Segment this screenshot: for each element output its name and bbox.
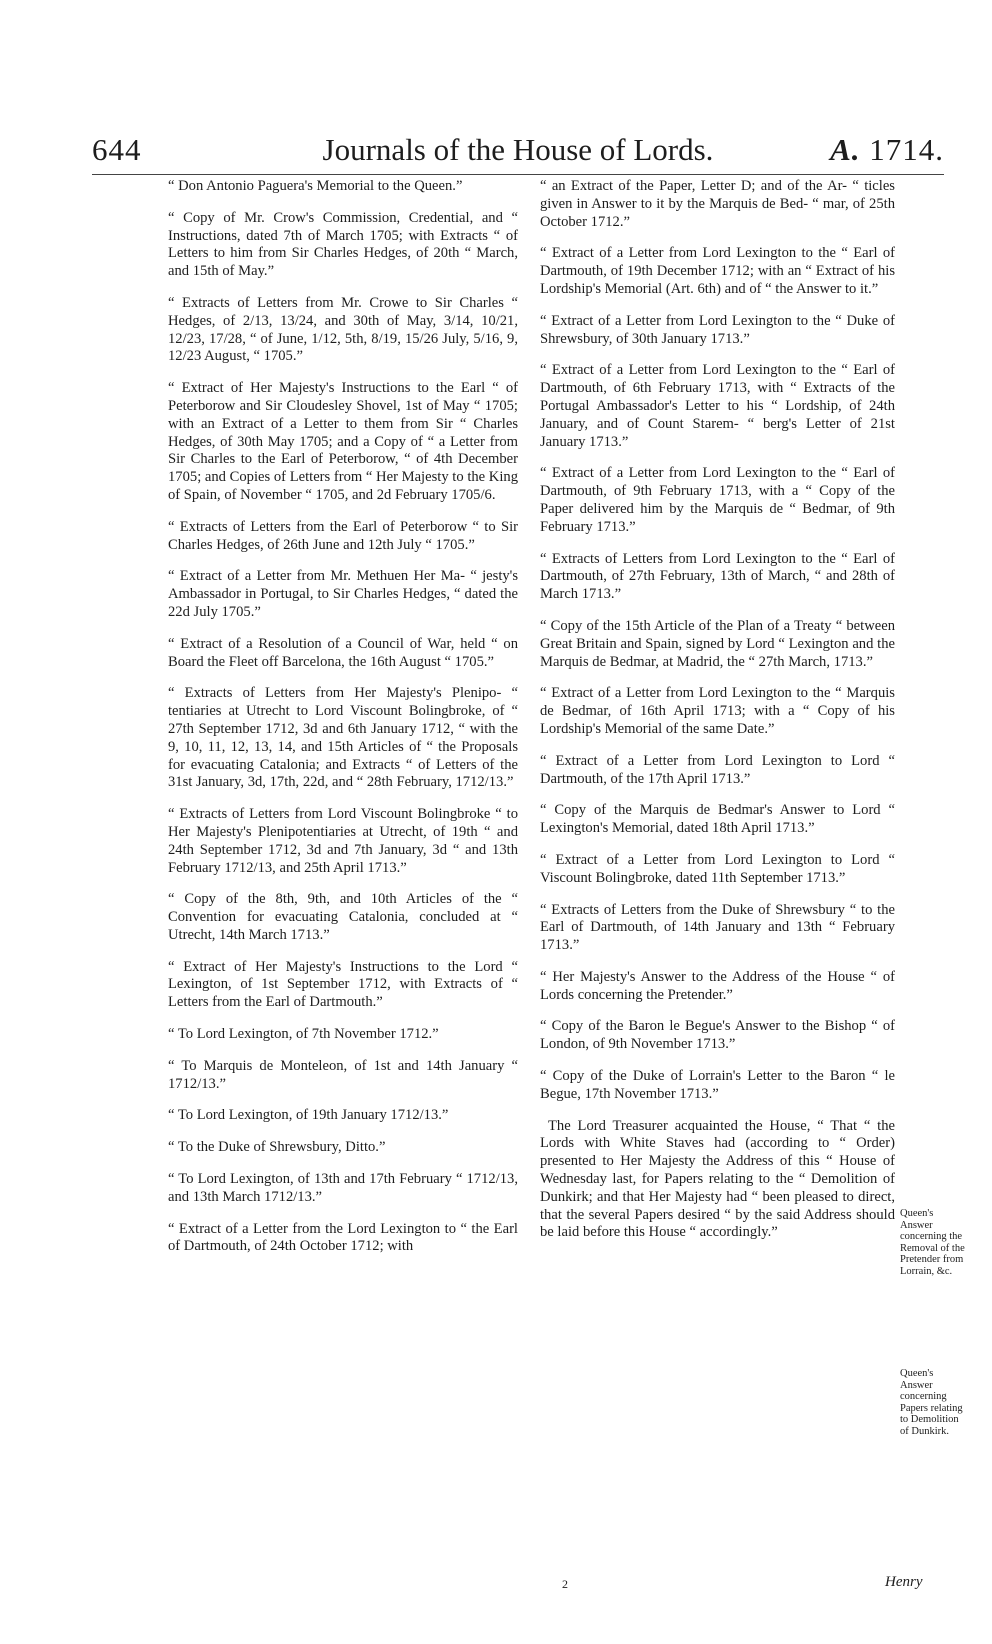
entry: “ Extract of Her Majesty's Instructions to the Lord “ Lexington, of 1st September 1712, with Extracts of “ Letters from the Earl of Dartmouth.”	[168, 958, 518, 1011]
entry: “ Extract of a Letter from Lord Lexington to the “ Earl of Dartmouth, of 19th December 1712; with an “ Extract of his Lordship's Memorial (Art. 6th) and of “ the Answer to it.”	[540, 245, 895, 297]
entry: “ Extract of a Letter from the Lord Lexington to “ the Earl of Dartmouth, of 24th October 1712; with	[168, 1220, 518, 1255]
entry: “ Extracts of Letters from Her Majesty's Plenipo- “ tentiaries at Utrecht to Lord Viscount Bolingbroke, of “ 27th September 1712, 3d and 6th January 1712, “ with the 9, 10, 11, 12, 13, 14, and 15th Articles of “ the Proposals for evacuating Catalonia; and Extracts “ of Letters of the 31st January, 3d, 17th, 22d, and “ 28th February, 1712/13.”	[168, 685, 518, 791]
entry: “ Copy of Mr. Crow's Commission, Credential, and “ Instructions, dated 7th of March 1705; with Extracts “ of Letters to him from Sir Charles Hedges, of 20th “ March, and 15th of May.”	[168, 209, 518, 280]
entry: “ To Marquis de Monteleon, of 1st and 14th January “ 1712/13.”	[168, 1057, 518, 1092]
page-number: 644	[92, 132, 142, 167]
entry: “ To the Duke of Shrewsbury, Ditto.”	[168, 1139, 386, 1156]
left-column	[168, 178, 518, 1270]
right-column	[540, 178, 895, 1242]
header-rule	[92, 174, 944, 175]
entry: “ Extracts of Letters from Lord Lexington to the “ Earl of Dartmouth, of 27th February, 13th of March, “ and 28th of March 1713.”	[540, 550, 895, 603]
page-header	[92, 132, 944, 176]
entry: “ Don Antonio Paguera's Memorial to the Queen.”	[168, 178, 463, 194]
entry: “ Extract of a Letter from Lord Lexington to the “ Earl of Dartmouth, of 6th February 1713, with “ Extracts of the Portugal Ambassador's Letter to his “ Lordship, of 24th January, and of Count Starem- “ berg's Letter of 21st January 1713.”	[540, 362, 895, 450]
entry: “ Extract of a Letter from Lord Lexington to the “ Duke of Shrewsbury, of 30th January 1713.”	[540, 312, 895, 347]
year-value: 1714.	[869, 132, 944, 167]
year-prefix: A.	[830, 132, 861, 167]
entry: “ Extract of a Letter from Mr. Methuen Her Ma- “ jesty's Ambassador in Portugal, to Sir Charles Hedges, “ dated the 22d July 1705.”	[168, 568, 518, 620]
entry: “ To Lord Lexington, of 7th November 1712.”	[168, 1026, 439, 1043]
entry-continuation: “ an Extract of the Paper, Letter D; and of the Ar- “ ticles given in Answer to it by the Marquis de Bed- “ mar, of 25th October 1712.”	[540, 178, 895, 230]
entry: “ Extracts of Letters from the Earl of Peterborow “ to Sir Charles Hedges, of 26th June and 12th July “ 1705.”	[168, 518, 518, 553]
entry: “ Copy of the Baron le Begue's Answer to the Bishop “ of London, of 9th November 1713.”	[540, 1018, 895, 1053]
entry: “ Copy of the 15th Article of the Plan of a Treaty “ between Great Britain and Spain, signed by Lord “ Lexington and the Marquis de Bedmar, at Madrid, the “ 27th March, 1713.”	[540, 617, 895, 670]
entry: “ Extracts of Letters from Mr. Crowe to Sir Charles “ Hedges, of 2/13, 13/24, and 30th of May, 3/14, 10/21, 12/23, 17/28, “ of June, 1/12, 5th, 8/19, 15/26 July, 5/16, 9, 12/23 August, “ 1705.”	[168, 294, 518, 365]
entry: “ Extracts of Letters from the Duke of Shrewsbury “ to the Earl of Dartmouth, of 14th January and 13th “ February 1713.”	[540, 901, 895, 954]
entry: “ Extract of a Letter from Lord Lexington to the “ Earl of Dartmouth, of 9th February 1713, with a “ Copy of the Paper delivered him by the Marquis de “ Bedmar, of 9th February 1713.”	[540, 465, 895, 535]
entry: “ To Lord Lexington, of 19th January 1712/13.”	[168, 1107, 449, 1124]
page-year	[830, 132, 944, 168]
signature-mark: 2	[562, 1577, 568, 1591]
entry: “ Extract of a Letter from Lord Lexington to the “ Marquis de Bedmar, of 16th April 1713; with a “ Copy of his Lordship's Memorial of the same Date.”	[540, 685, 895, 737]
entry: “ Extract of a Resolution of a Council of War, held “ on Board the Fleet off Barcelona, the 16th August “ 1705.”	[168, 635, 518, 670]
entry: “ Copy of the Marquis de Bedmar's Answer to Lord “ Lexington's Memorial, dated 18th April 1713.”	[540, 802, 895, 837]
body-paragraph: The Lord Treasurer acquainted the House, “ That “ the Lords with White Staves had (according to “ Order) presented to Her Majesty the Address of this “ House of Wednesday last, for Papers relating to the “ Demolition of Dunkirk; and that Her Majesty had “ been pleased to direct, that the several Papers desired “ by the said Address should be laid before this House “ accordingly.”	[540, 1117, 895, 1241]
margin-note: Queen's Answer concerning Papers relating to Demolition of Dunkirk.	[900, 1368, 963, 1437]
entry: “ Extract of Her Majesty's Instructions to the Earl “ of Peterborow and Sir Cloudesley Shovel, 1st of May “ 1705; with an Extract of a Letter to them from Sir “ Charles Hedges, of 30th May 1705; and a Copy of “ a Letter from Sir Charles to the Earl of Peterborow, “ of 4th December 1705; and Copies of Letters from “ Her Majesty to the King of Spain, of November “ 1705, and 2d February 1705/6.	[168, 380, 518, 503]
margin-note: Queen's Answer concerning the Removal of the Pretender from Lorrain, &c.	[900, 1208, 965, 1277]
entry: “ Copy of the 8th, 9th, and 10th Articles of the “ Convention for evacuating Catalonia, concluded at “ Utrecht, 14th March 1713.”	[168, 891, 518, 943]
entry: “ To Lord Lexington, of 13th and 17th February “ 1712/13, and 13th March 1712/13.”	[168, 1171, 518, 1205]
page-title: Journals of the House of Lords.	[322, 132, 714, 167]
entry: “ Extract of a Letter from Lord Lexington to Lord “ Viscount Bolingbroke, dated 11th September 1713.”	[540, 851, 895, 886]
entry: “ Extracts of Letters from Lord Viscount Bolingbroke “ to Her Majesty's Plenipotentiaries at Utrecht, of 19th “ and 24th September 1712, 3d and 7th January, 3d “ and 13th February 1712/13, and 25th April 1713.”	[168, 806, 518, 876]
entry: “ Extract of a Letter from Lord Lexington to Lord “ Dartmouth, of the 17th April 1713.”	[540, 752, 895, 787]
entry: “ Copy of the Duke of Lorrain's Letter to the Baron “ le Begue, 17th November 1713.”	[540, 1068, 895, 1102]
catchword: Henry	[885, 1574, 923, 1590]
entry: “ Her Majesty's Answer to the Address of the House “ of Lords concerning the Pretender.”	[540, 968, 895, 1003]
